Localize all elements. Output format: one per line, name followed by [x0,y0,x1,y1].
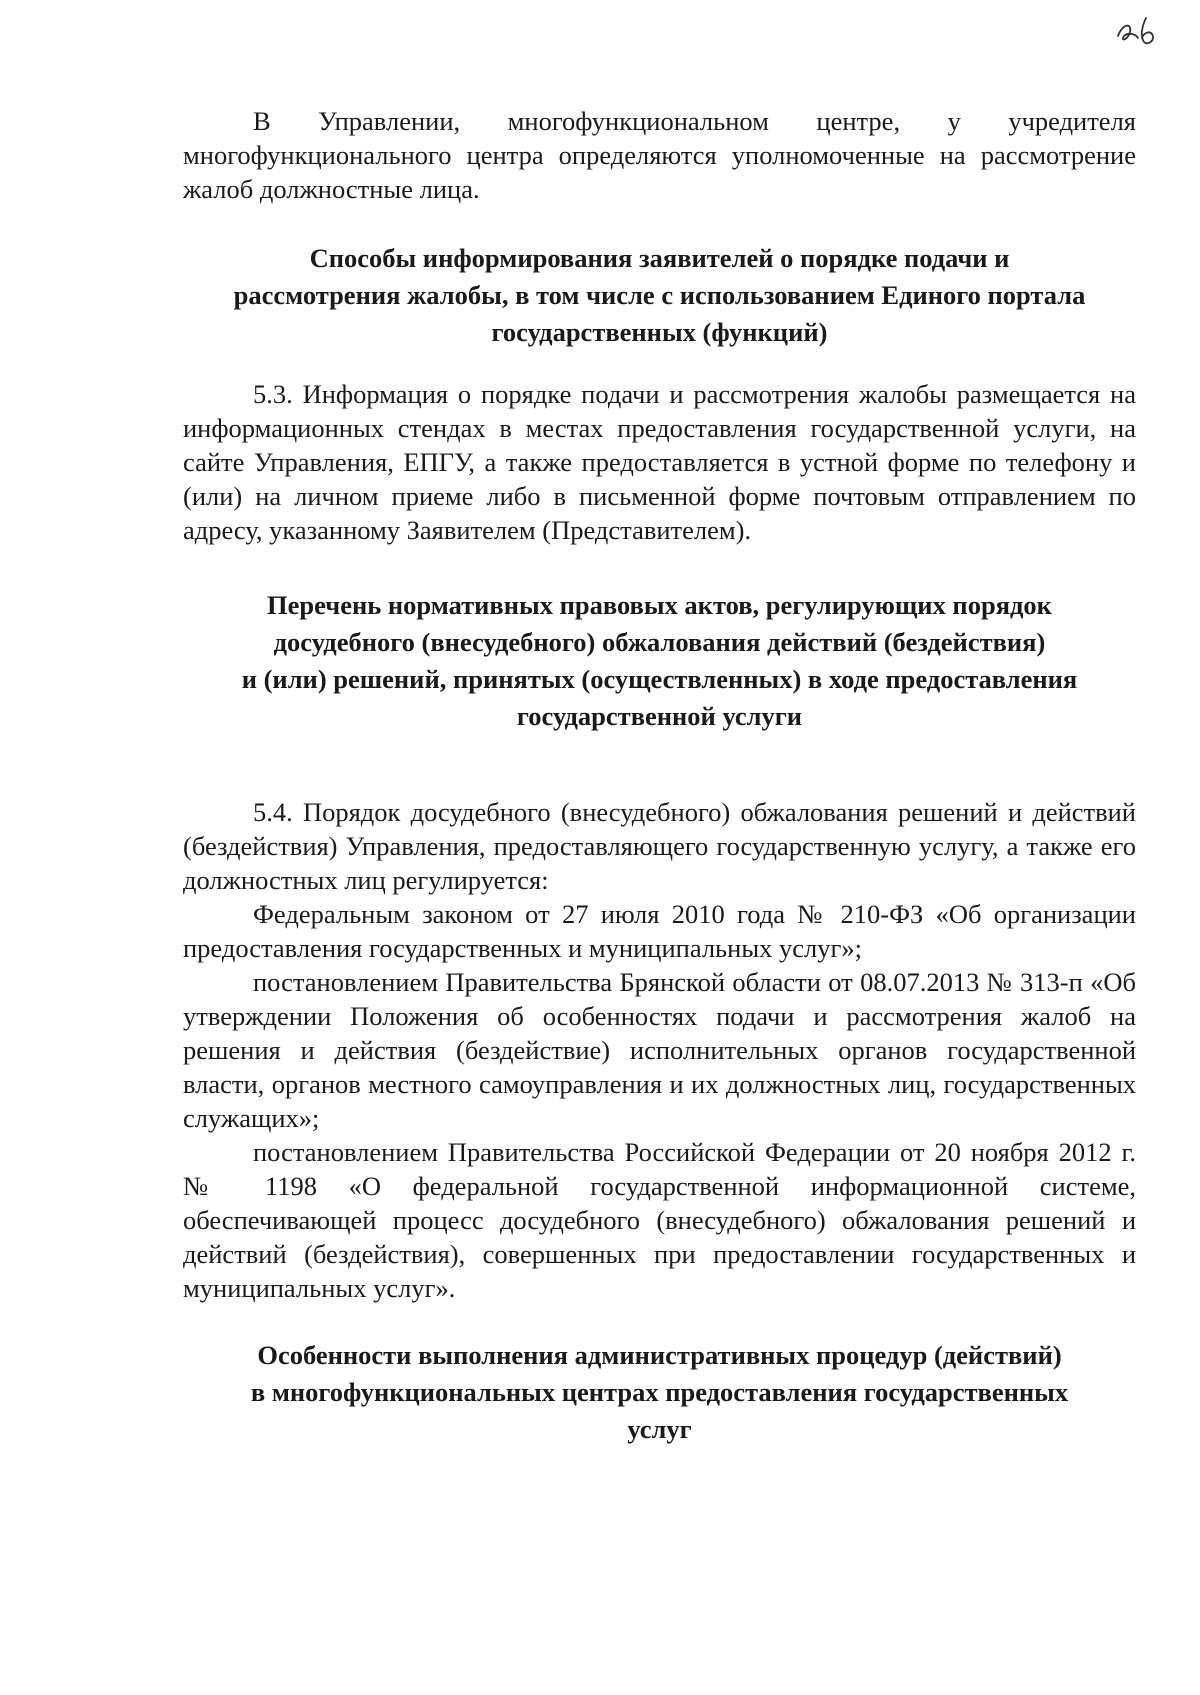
section-heading-legal-acts [183,587,1136,735]
heading-line: рассмотрения жалобы, в том числе с использованием Единого портала [233,280,1086,310]
heading-line: услуг [627,1414,692,1444]
section-heading-mfc-procedures [183,1337,1136,1448]
paragraph-bryansk-resolution: постановлением Правительства Брянской области от 08.07.2013 № 313-п «Об утверждении Положения об особенностях подачи и рассмотрения жалоб на решения и действия (бездействие) исполнительных органов государственной власти, органов местного самоуправления и их должностных лиц, государственных служащих»; [183,967,1136,1133]
heading-line: Перечень нормативных правовых актов, регулирующих порядок [267,590,1052,620]
heading-line: государственных (функций) [491,317,828,347]
intro-paragraph: В Управлении, многофункциональном центре, у учредителя многофункционального центра определяются уполномоченные на рассмотрение жалоб должностные лица. [183,106,1136,204]
section-heading-informing [183,240,1136,351]
document-body [183,104,1136,1448]
paragraph-rf-resolution: постановлением Правительства Российской Федерации от 20 ноября 2012 г. № 1198 «О федеральной государственной информационной системе, обеспечивающей процесс досудебного (внесудебного) обжалования решений и действий (бездействия), совершенных при предоставлении государственных и муниципальных услуг». [183,1137,1136,1303]
paragraph-federal-law: Федеральным законом от 27 июля 2010 года № 210-ФЗ «Об организации предоставления государственных и муниципальных услуг»; [183,899,1136,963]
handwritten-page-number [1112,10,1172,50]
heading-line: государственной услуги [516,701,803,731]
heading-line: досудебного (внесудебного) обжалования действий (бездействия) [273,627,1046,657]
heading-line: и (или) решений, принятых (осуществленных) в ходе предоставления [241,664,1078,694]
heading-line: Способы информирования заявителей о порядке подачи и [309,243,1010,273]
heading-line: в многофункциональных центрах предоставления государственных [250,1377,1069,1407]
paragraph-5-4: 5.4. Порядок досудебного (внесудебного) обжалования решений и действий (бездействия) Управления, предоставляющего государственную услугу, а также его должностных лиц регулируется: [183,797,1136,895]
heading-line: Особенности выполнения административных процедур (действий) [257,1340,1062,1370]
paragraph-5-3: 5.3. Информация о порядке подачи и рассмотрения жалобы размещается на информационных стендах в местах предоставления государственной услуги, на сайте Управления, ЕПГУ, а также предоставляется в устной форме по телефону и (или) на личном приеме либо в письменной форме почтовым отправлением по адресу, указанному Заявителем (Представителем). [183,379,1136,545]
